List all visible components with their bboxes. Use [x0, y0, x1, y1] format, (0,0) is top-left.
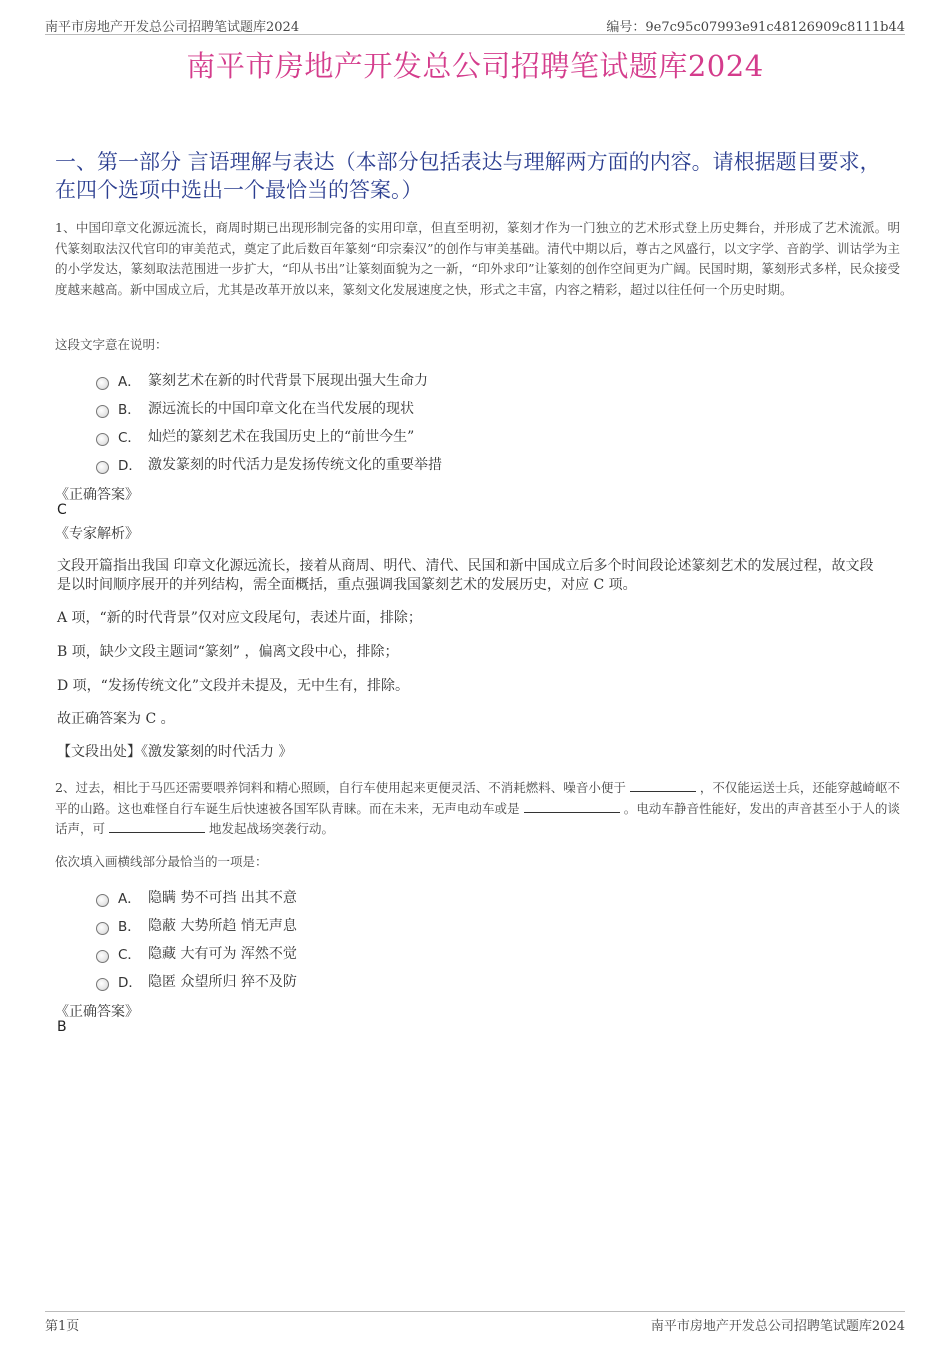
page-number: 第1页 [45, 1319, 80, 1334]
radio-icon[interactable] [96, 405, 109, 418]
question-1-analysis-summary: 文段开篇指出我国 印章文化源远流长，接着从商周、明代、清代、民国和新中国成立后多个时间段论述篆刻艺术的发展过程，故文段是以时间顺序展开的并列结构，需全面概括，重点强调我国篆刻艺术的发展历史，对应 C 项。 [57, 558, 874, 593]
question-1-option-c[interactable]: C． 灿烂的篆刻艺术在我国历史上的“前世今生” [96, 422, 442, 450]
radio-icon[interactable] [96, 894, 109, 907]
question-1-stem: 1、中国印章文化源远流长，商周时期已出现形制完备的实用印章，但直至明初，篆刻才作为一门独立的艺术形式登上历史舞台，并形成了艺术流派。明代篆刻取法汉代官印的审美范式，奠定了此后数百年篆刻“印宗秦汉”的创作与审美基础。清代中期以后，尊古之风盛行，以文字学、音韵学、训诂学为主的小学发达，篆刻取法范围进一步扩大，“印从书出”让篆刻面貌为之一新，“印外求印”让篆刻的创作空间更为广阔。民国时期，篆刻形式多样，民众接受度越来越高。新中国成立后，尤其是改革开放以来，篆刻文化发展速度之快，形式之丰富，内容之精彩，超过以往任何一个历史时期。 [55, 220, 900, 297]
question-1-analysis-conclusion: 故正确答案为 C 。 [57, 711, 175, 727]
footer-doc-name: 南平市房地产开发总公司招聘笔试题库2024 [650, 1319, 905, 1334]
page-footer [45, 1311, 905, 1332]
header-doc-name: 南平市房地产开发总公司招聘笔试题库2024 [45, 20, 300, 35]
question-1-analysis-label: 《专家解析》 [55, 526, 139, 542]
question-1-answer: C [57, 502, 67, 518]
question-1-prompt: 这段文字意在说明： [55, 337, 168, 352]
question-2-answer-label: 《正确答案》 [55, 1004, 139, 1020]
question-1-answer-label: 《正确答案》 [55, 487, 139, 503]
question-2-stem: 2、过去，相比于马匹还需要喂养饲料和精心照顾，自行车使用起来更便灵活、不消耗燃料、噪音小便于 ，不仅能运送士兵，还能穿越崎岖不平的山路。这也难怪自行车诞生后快速被各国军队青睐。而在未来，无声电动车或是 。电动车静音性能好，发出的声音甚至小于人的谈话声，可 地发起战场突袭行动。 [55, 780, 900, 836]
document-title: 南平市房地产开发总公司招聘笔试题库2024 [186, 49, 764, 83]
question-2-prompt: 依次填入画横线部分最恰当的一项是： [55, 854, 268, 869]
radio-icon[interactable] [96, 433, 109, 446]
question-1-analysis-d: D 项，“发扬传统文化”文段并未提及，无中生有，排除。 [57, 678, 409, 694]
fill-blank-3 [109, 820, 205, 833]
page-header [45, 14, 905, 35]
question-2-option-b[interactable]: B． 隐蔽 大势所趋 悄无声息 [96, 911, 297, 939]
fill-blank-2 [524, 800, 620, 813]
radio-icon[interactable] [96, 461, 109, 474]
question-1-option-b[interactable]: B． 源远流长的中国印章文化在当代发展的现状 [96, 394, 442, 422]
question-1-analysis-a: A 项，“新的时代背景”仅对应文段尾句，表述片面，排除； [57, 610, 422, 626]
header-doc-id: 编号：9e7c95c07993e91c48126909c8111b44 [606, 20, 905, 35]
question-2-option-a[interactable]: A． 隐瞒 势不可挡 出其不意 [96, 883, 297, 911]
radio-icon[interactable] [96, 377, 109, 390]
question-2-option-c[interactable]: C． 隐藏 大有可为 浑然不觉 [96, 939, 297, 967]
radio-icon[interactable] [96, 950, 109, 963]
radio-icon[interactable] [96, 922, 109, 935]
section-heading: 一、第一部分 言语理解与表达（本部分包括表达与理解两方面的内容。请根据题目要求，在四个选项中选出一个最恰当的答案。） [55, 150, 881, 202]
question-1-option-d[interactable]: D． 激发篆刻的时代活力是发扬传统文化的重要举措 [96, 450, 442, 478]
fill-blank-1 [630, 779, 696, 792]
question-1-source: 【文段出处】《激发篆刻的时代活力 》 [57, 744, 293, 760]
radio-icon[interactable] [96, 978, 109, 991]
question-2-answer: B [57, 1019, 67, 1035]
question-2-option-d[interactable]: D． 隐匿 众望所归 猝不及防 [96, 967, 297, 995]
question-1-analysis-b: B 项，缺少文段主题词“篆刻” ，偏离文段中心，排除； [57, 644, 399, 660]
question-2-options [96, 883, 297, 995]
question-1-options [96, 366, 442, 478]
question-1-option-a[interactable]: A． 篆刻艺术在新的时代背景下展现出强大生命力 [96, 366, 442, 394]
